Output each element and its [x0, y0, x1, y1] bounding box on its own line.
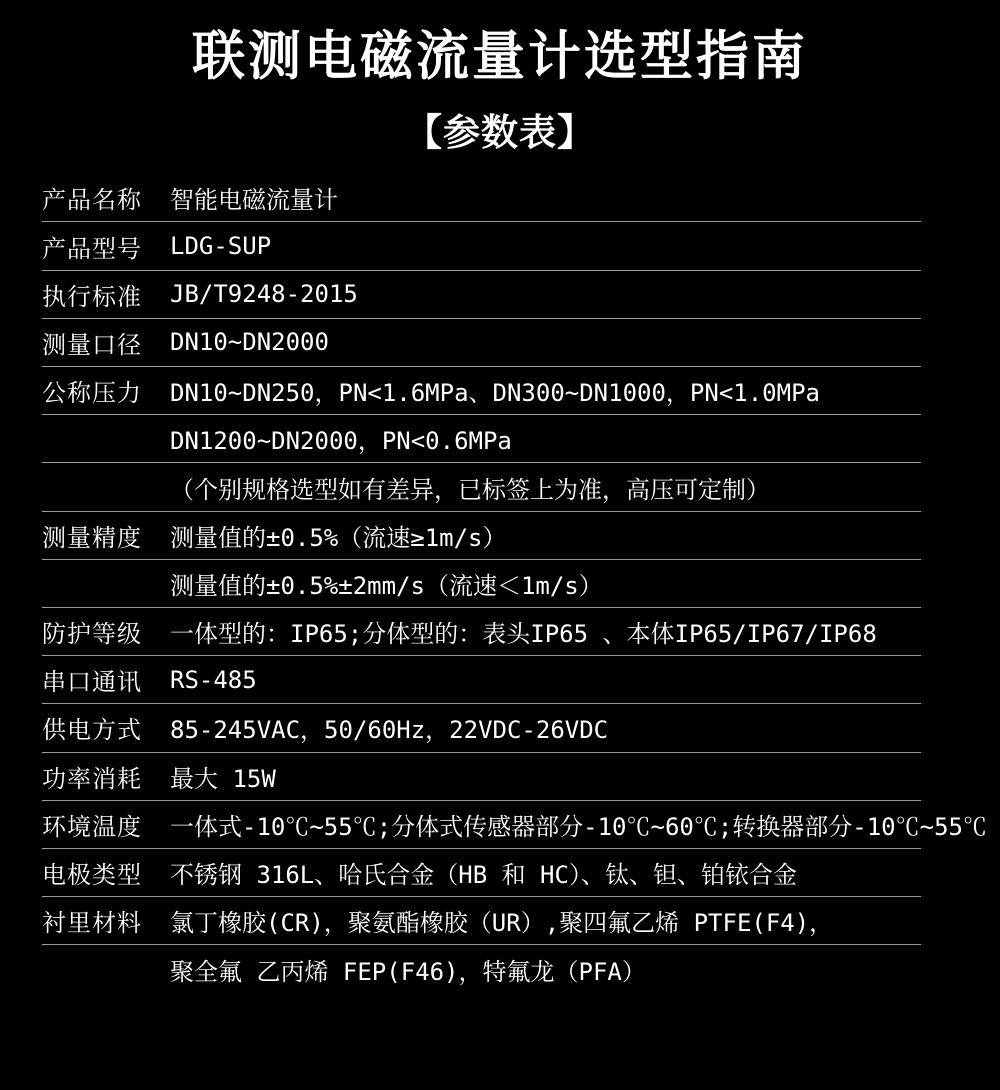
row-value: 一体型的：IP65;分体型的：表头IP65 、本体IP65/IP67/IP68	[170, 620, 877, 649]
table-row	[42, 367, 921, 415]
row-value: DN10~DN250，PN<1.6MPa、DN300~DN1000，PN<1.0MPa	[170, 379, 820, 408]
row-label: 产品名称	[42, 187, 142, 215]
row-value: 氯丁橡胶(CR)，聚氨酯橡胶（UR）,聚四氟乙烯 PTFE(F4)，	[170, 909, 834, 938]
spec-table	[42, 174, 987, 993]
row-label: 环境温度	[42, 813, 142, 841]
table-row	[42, 945, 921, 993]
row-value: RS-485	[170, 665, 257, 694]
row-label: 供电方式	[42, 717, 142, 745]
table-row	[42, 656, 921, 704]
row-value: 测量值的±0.5%（流速≥1m/s）	[170, 523, 507, 552]
table-row	[42, 801, 987, 849]
row-value: 85-245VAC，50/60Hz，22VDC-26VDC	[170, 716, 609, 745]
table-row	[42, 271, 921, 319]
table-row	[42, 753, 921, 801]
row-value: 聚全氟 乙丙烯 FEP(F46)，特氟龙（PFA）	[170, 957, 646, 986]
row-label: 测量精度	[42, 524, 142, 552]
table-row	[42, 463, 921, 511]
row-label: 防护等级	[42, 621, 142, 649]
table-row	[42, 849, 921, 897]
table-row	[42, 174, 921, 222]
table-row	[42, 512, 921, 560]
table-row	[42, 222, 921, 270]
table-row	[42, 319, 921, 367]
row-label: 功率消耗	[42, 765, 142, 793]
row-label: 执行标准	[42, 283, 142, 311]
table-row	[42, 560, 921, 608]
row-label: 产品型号	[42, 235, 142, 263]
row-value: （个别规格选型如有差异，已标签上为准，高压可定制）	[170, 475, 770, 504]
table-row	[42, 897, 921, 945]
row-value: DN10~DN2000	[170, 328, 329, 357]
row-label: 电极类型	[42, 862, 142, 890]
page-title: 联测电磁流量计选型指南	[192, 27, 808, 86]
parameter-table-subtitle: 【参数表】	[405, 112, 595, 154]
table-row	[42, 704, 921, 752]
row-label: 衬里材料	[42, 910, 142, 938]
row-label: 串口通讯	[42, 669, 142, 697]
row-label: 公称压力	[42, 380, 142, 408]
row-label: 测量口径	[42, 331, 142, 359]
table-row	[42, 608, 921, 656]
row-value: JB/T9248-2015	[170, 280, 358, 309]
table-row	[42, 415, 921, 463]
row-value: 不锈钢 316L、哈氏合金（HB 和 HC）、钛、钽、铂铱合金	[170, 861, 797, 890]
row-value: DN1200~DN2000，PN<0.6MPa	[170, 427, 512, 456]
row-value: 最大 15W	[170, 764, 276, 793]
row-value: 一体式-10℃~55℃;分体式传感器部分-10℃~60℃;转换器部分-10℃~55℃	[170, 812, 987, 841]
row-value: LDG-SUP	[170, 232, 272, 261]
row-value: 测量值的±0.5%±2mm/s（流速＜1m/s）	[170, 571, 603, 600]
row-value: 智能电磁流量计	[170, 186, 338, 215]
